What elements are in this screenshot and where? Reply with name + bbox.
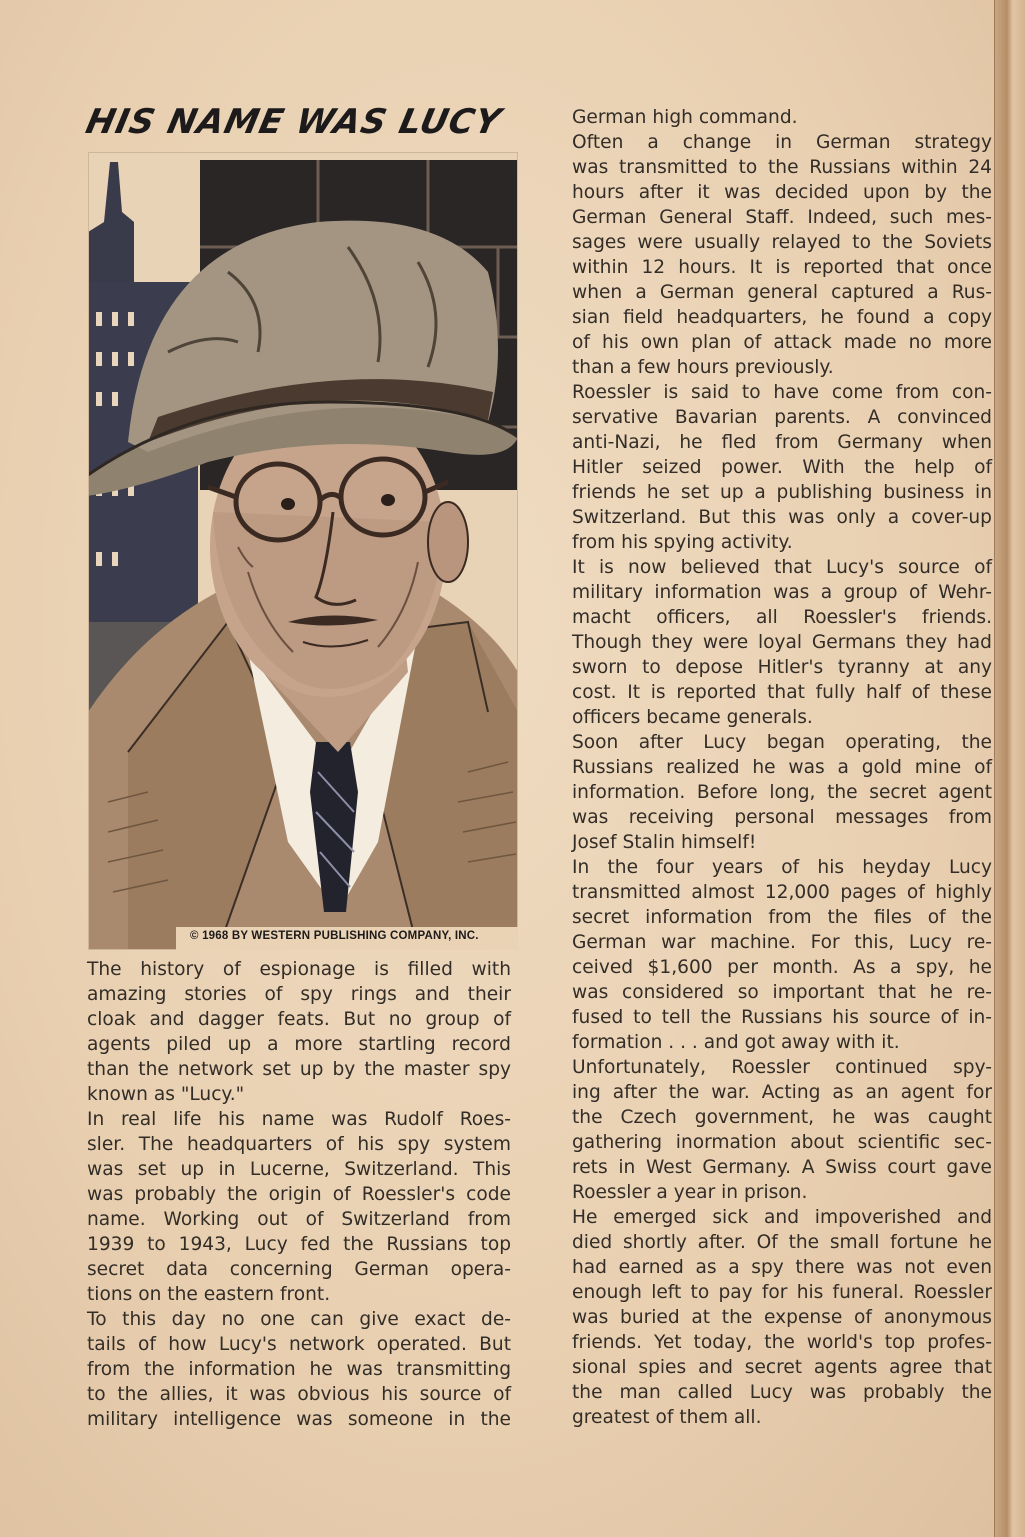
text-line: from his spying activity. — [572, 532, 793, 553]
text-line: known as "Lucy." — [87, 1084, 245, 1105]
text-line: tions on the eastern front. — [87, 1284, 331, 1305]
text-line: Often a change in German strategy — [572, 132, 992, 153]
text-line: to the allies, it was obvious his source of — [87, 1384, 511, 1405]
text-line: rets in West Germany. A Swiss court gave — [572, 1157, 992, 1178]
text-line: Josef Stalin himself! — [572, 832, 757, 853]
text-line: friends he set up a publishing business in — [572, 482, 992, 503]
text-line: Soon after Lucy began operating, the — [572, 732, 992, 753]
text-line: sional spies and secret agents agree that — [572, 1357, 992, 1378]
text-line: of his own plan of attack made no more — [572, 332, 992, 353]
text-line: than a few hours previously. — [572, 357, 834, 378]
text-line: servative Bavarian parents. A convinced — [572, 407, 992, 428]
text-line: sages were usually relayed to the Soviets — [572, 232, 992, 253]
text-line: He emerged sick and impoverished and — [572, 1207, 992, 1228]
copyright-notice: © 1968 BY WESTERN PUBLISHING COMPANY, INC. — [190, 930, 479, 942]
text-line: In the four years of his heyday Lucy — [572, 857, 992, 878]
text-line: sworn to depose Hitler's tyranny at any — [572, 657, 992, 678]
text-line: military intelligence was someone in the — [87, 1409, 511, 1430]
right-column-text — [572, 105, 992, 1430]
text-line: secret information from the files of the — [572, 907, 992, 928]
text-line: military information was a group of Wehr- — [572, 582, 992, 603]
text-line: was receiving personal messages from — [572, 807, 992, 828]
text-line: from the information he was transmitting — [87, 1359, 511, 1380]
text-line: Switzerland. But this was only a cover-up — [572, 507, 992, 528]
left-column-text — [87, 957, 511, 1432]
text-line: was considered so important that he re- — [572, 982, 992, 1003]
text-line: gathering inormation about scientific sec- — [572, 1132, 992, 1153]
text-line: sler. The headquarters of his spy system — [87, 1134, 511, 1155]
text-line: German high command. — [572, 107, 798, 128]
text-line: greatest of them all. — [572, 1407, 762, 1428]
text-line: was set up in Lucerne, Switzerland. This — [87, 1159, 511, 1180]
text-line: macht officers, all Roessler's friends. — [572, 607, 992, 628]
text-line: hours after it was decided upon by the — [572, 182, 992, 203]
text-line: German war machine. For this, Lucy re- — [572, 932, 992, 953]
text-line: friends. Yet today, the world's top profes- — [572, 1332, 992, 1353]
text-line: Roessler is said to have come from con- — [572, 382, 992, 403]
text-line: It is now believed that Lucy's source of — [572, 557, 992, 578]
text-line: The history of espionage is filled with — [87, 959, 511, 980]
text-line: than the network set up by the master spy — [87, 1059, 511, 1080]
text-line: tails of how Lucy's network operated. But — [87, 1334, 511, 1355]
text-line: died shortly after. Of the small fortune he — [572, 1232, 992, 1253]
text-line: ceived $1,600 per month. As a spy, he — [572, 957, 992, 978]
text-line: agents piled up a more startling record — [87, 1034, 511, 1055]
text-line: Hitler seized power. With the help of — [572, 457, 992, 478]
text-line: enough left to pay for his funeral. Roessler — [572, 1282, 992, 1303]
text-line: information. Before long, the secret agent — [572, 782, 992, 803]
text-line: Roessler a year in prison. — [572, 1182, 808, 1203]
text-line: when a German general captured a Rus- — [572, 282, 992, 303]
text-line: cost. It is reported that fully half of these — [572, 682, 992, 703]
text-line: cloak and dagger feats. But no group of — [87, 1009, 511, 1030]
text-line: fused to tell the Russians his source of in- — [572, 1007, 992, 1028]
text-line: To this day no one can give exact de- — [87, 1309, 511, 1330]
text-line: Unfortunately, Roessler continued spy- — [572, 1057, 992, 1078]
text-line: 1939 to 1943, Lucy fed the Russians top — [87, 1234, 511, 1255]
text-line: had earned as a spy there was not even — [572, 1257, 992, 1278]
text-line: within 12 hours. It is reported that once — [572, 257, 992, 278]
text-line: name. Working out of Switzerland from — [87, 1209, 511, 1230]
text-line: was buried at the expense of anonymous — [572, 1307, 992, 1328]
article-title: HIS NAME WAS LUCY — [82, 102, 505, 142]
text-line: the man called Lucy was probably the — [572, 1382, 992, 1403]
text-line: transmitted almost 12,000 pages of highly — [572, 882, 992, 903]
text-line: ing after the war. Acting as an agent for — [572, 1082, 992, 1103]
text-line: In real life his name was Rudolf Roes- — [87, 1109, 511, 1130]
text-line: secret data concerning German opera- — [87, 1259, 511, 1280]
text-line: anti-Nazi, he fled from Germany when — [572, 432, 992, 453]
text-line: sian field headquarters, he found a copy — [572, 307, 992, 328]
text-line: the Czech government, he was caught — [572, 1107, 992, 1128]
text-line: Russians realized he was a gold mine of — [572, 757, 992, 778]
spy-portrait-illustration — [88, 152, 518, 950]
text-line: German General Staff. Indeed, such mes- — [572, 207, 992, 228]
text-line: was transmitted to the Russians within 24 — [572, 157, 992, 178]
page-spine — [994, 0, 1025, 1537]
text-line: was probably the origin of Roessler's code — [87, 1184, 511, 1205]
text-line: Though they were loyal Germans they had — [572, 632, 992, 653]
text-line: officers became generals. — [572, 707, 813, 728]
text-line: amazing stories of spy rings and their — [87, 984, 511, 1005]
text-line: formation . . . and got away with it. — [572, 1032, 900, 1053]
